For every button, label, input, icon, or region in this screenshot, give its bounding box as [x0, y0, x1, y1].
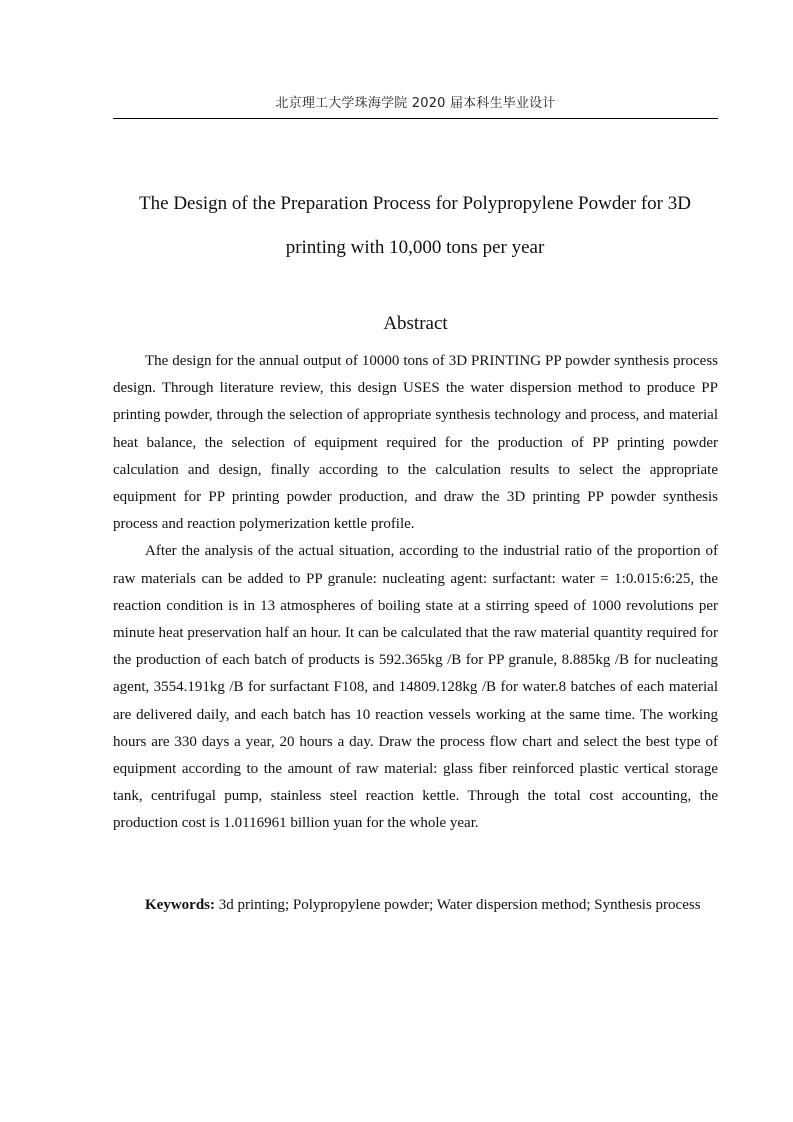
thesis-title-line-2: printing with 10,000 tons per year — [285, 237, 545, 258]
running-header: 北京理工大学珠海学院 2020 届本科生毕业设计 — [275, 96, 556, 111]
keywords-label: Keywords: — [145, 897, 215, 913]
abstract-paragraph-2: After the analysis of the actual situation, according to the industrial ratio of the proportion of raw materials can be added to PP granule: nucleating agent: surfactant: water = 1:0.015:6:25, the reaction condition is in 13 atmospheres of boiling state at a stirring speed of 1000 revolutions per minute heat preservation half an hour. It can be calculated that the raw material quantity required for the production of each batch of products is 592.365kg /B for PP granule, 8.885kg /B for nucleating agent, 3554.191kg /B for surfactant F108, and 14809.128kg /B for water.8 batches of each material are delivered daily, and each batch has 10 reaction vessels working at the same time. The working hours are 330 days a year, 20 hours a day. Draw the process flow chart and select the best type of equipment according to the amount of raw material: glass fiber reinforced plastic vertical storage tank, centrifugal pump, stainless steel reaction kettle. Through the total cost accounting, the production cost is 1.0116961 billion yuan for the whole year. — [113, 543, 718, 832]
keywords-text: 3d printing; Polypropylene powder; Water dispersion method; Synthesis process — [215, 897, 701, 913]
keywords — [113, 892, 718, 919]
header-divider — [113, 118, 718, 119]
thesis-title-line-1: The Design of the Preparation Process for Polypropylene Powder for 3D — [139, 193, 691, 214]
abstract-paragraph-1: The design for the annual output of 10000 tons of 3D PRINTING PP powder synthesis process design. Through literature review, this design USES the water dispersion method to produce PP printing powder, through the selection of appropriate synthesis technology and process, and material heat balance, the selection of equipment required for the production of PP printing powder calculation and design, finally according to the calculation results to select the appropriate equipment for PP printing powder production, and draw the 3D printing PP powder synthesis process and reaction polymerization kettle profile. — [113, 353, 718, 533]
abstract-heading: Abstract — [383, 313, 448, 334]
abstract-body — [113, 348, 718, 838]
thesis-title — [100, 182, 730, 270]
